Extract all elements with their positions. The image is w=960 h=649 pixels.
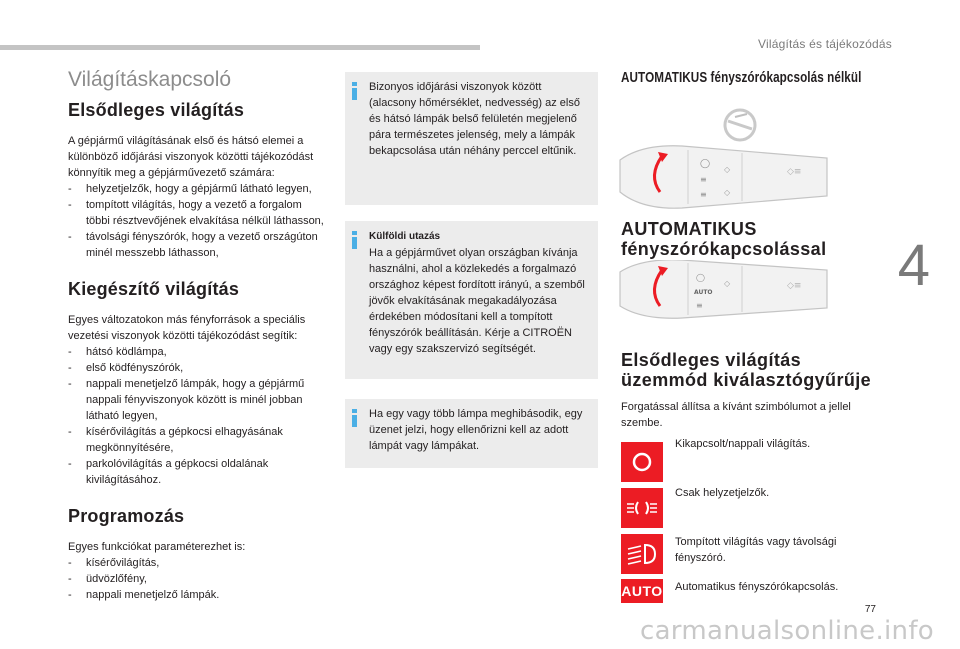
info-icon <box>352 409 357 427</box>
dipped-beam-icon <box>621 534 663 574</box>
left-column <box>68 68 326 603</box>
symbol-label-off: Kikapcsolt/nappali világítás. <box>675 438 811 450</box>
auto-icon: AUTO <box>621 579 663 603</box>
auto-heading: AUTOMATIKUS fényszórókapcsolással <box>621 219 827 259</box>
off-ring-icon <box>621 442 663 482</box>
svg-text:◇≡: ◇≡ <box>787 281 802 291</box>
steering-wheel-icon <box>725 110 755 140</box>
svg-text:≡: ≡ <box>696 301 703 310</box>
header-bar <box>0 45 480 50</box>
info-box-abroad <box>345 221 598 379</box>
page-number: 77 <box>864 604 876 615</box>
list-item: - távolsági fényszórók, hogy a vezető országúton minél messzebb láthasson, <box>68 229 326 261</box>
svg-text:◇: ◇ <box>724 279 731 288</box>
symbol-label-auto: Automatikus fényszórókapcsolás. <box>675 581 839 593</box>
list-item: - kísérővilágítás, <box>68 555 326 571</box>
symbol-label-dipped: Tompított világítás vagy távolsági fényszóró. <box>675 536 837 564</box>
svg-text:◇: ◇ <box>724 165 731 174</box>
list-item: - hátsó ködlámpa, <box>68 344 326 360</box>
list-item: - üdvözlőfény, <box>68 571 326 587</box>
page-title: Világításkapcsoló <box>68 68 232 91</box>
svg-text:◯: ◯ <box>696 273 705 282</box>
info-box-condensation <box>345 72 598 205</box>
selector-heading: Elsődleges világítás üzemmód kiválasztógyűrűje <box>621 350 872 390</box>
list-item: - parkolóvilágítás a gépkocsi oldalának kivilágításához. <box>68 456 326 488</box>
selector-text: Forgatással állítsa a kívánt szimbólumot a jellel szembe. <box>621 401 851 429</box>
primary-intro: A gépjármű világításának első és hátsó elemei a különböző időjárási viszonyok közötti tájékozódást könnyítik meg a gépjárművezető számára: <box>68 135 314 179</box>
list-item: - nappali menetjelző lámpák, hogy a gépjármű nappali fényviszonyok között is minél jobban látható legyen, <box>68 376 326 424</box>
info-box-failure <box>345 399 598 468</box>
lighting-stalk-illustration <box>602 100 832 215</box>
programming-list <box>68 555 326 603</box>
svg-text:≡: ≡ <box>700 190 707 199</box>
svg-text:◇: ◇ <box>724 188 731 197</box>
symbol-label-position: Csak helyzetjelzők. <box>675 487 770 499</box>
secondary-heading: Kiegészítő világítás <box>68 279 240 299</box>
primary-list <box>68 181 326 261</box>
info-box-text: Bizonyos időjárási viszonyok között (alacsony hőmérséklet, nedvesség) az első és hátsó lámpák belső felületén megjelenő pára természetes jelenség, mely a lámpák bekapcsolása után néhány perccel eltűnik. <box>369 81 580 157</box>
stalk-auto-label: AUTO <box>694 289 713 296</box>
secondary-list <box>68 344 326 488</box>
info-icon <box>352 231 357 249</box>
svg-text:◯: ◯ <box>700 159 711 169</box>
svg-text:≡: ≡ <box>700 175 707 184</box>
section-title: Világítás és tájékozódás <box>758 37 892 51</box>
watermark: carmanualsonline.info <box>639 616 934 646</box>
info-box-title: Külföldi utazás <box>369 231 441 242</box>
info-icon <box>352 82 357 100</box>
lighting-stalk-auto-illustration <box>602 260 832 325</box>
list-item: - nappali menetjelző lámpák. <box>68 587 326 603</box>
list-item: - első ködfényszórók, <box>68 360 326 376</box>
info-box-text: Ha a gépjárművet olyan országban kívánja használni, ahol a közlekedés a forgalmazó országhoz képest fordított irányú, a szemből jövők elvakításának megakadályozása érdekében módosítani kell a tompított fényszórók beállításán. Kérje a CITROËN vagy egy szakszervizó segítségét. <box>369 247 585 355</box>
primary-heading: Elsődleges világítás <box>68 100 245 120</box>
info-box-text: Ha egy vagy több lámpa meghibásodik, egy üzenet jelzi, hogy ellenőrizni kell az adott lámpát vagy lámpákat. <box>369 408 583 452</box>
programming-heading: Programozás <box>68 506 185 526</box>
programming-intro: Egyes funkciókat paraméterezhet is: <box>68 541 246 553</box>
no-auto-heading: AUTOMATIKUS fényszórókapcsolás nélkül <box>621 69 862 86</box>
chapter-number: 4 <box>897 233 930 298</box>
list-item: - kísérővilágítás a gépkocsi elhagyásának megkönnyítésére, <box>68 424 326 456</box>
list-item: - helyzetjelzők, hogy a gépjármű látható legyen, <box>68 181 326 197</box>
secondary-intro: Egyes változatokon más fényforrások a speciális vezetési viszonyok közötti tájékozódást segítik: <box>68 314 306 342</box>
svg-text:◇≡: ◇≡ <box>787 167 802 177</box>
list-item: - tompított világítás, hogy a vezető a forgalom többi résztvevőjének elvakítása nélkül láthasson, <box>68 197 326 229</box>
position-lights-icon <box>621 488 663 528</box>
